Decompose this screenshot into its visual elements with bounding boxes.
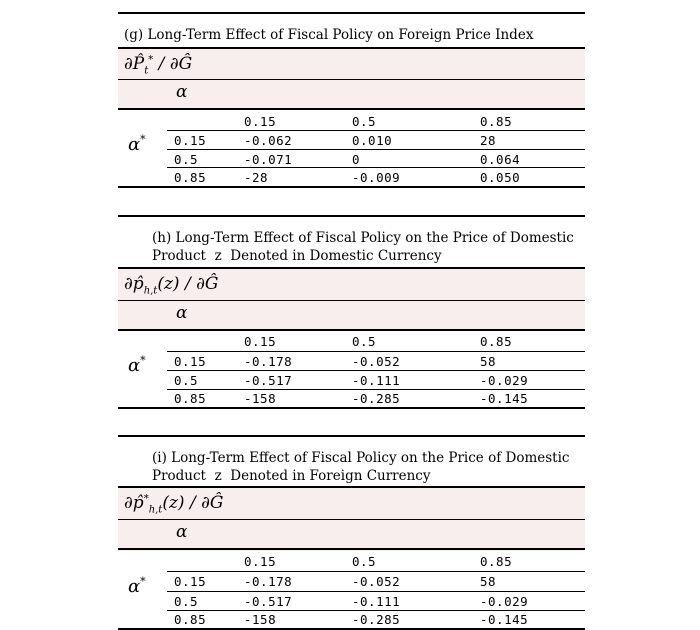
row-label: 0.5 — [174, 373, 199, 388]
table-cell: -0.178 — [244, 354, 293, 369]
derivative-label: $\partial p̂_{h,t}(z)$ / ∂Ĝ — [124, 274, 219, 297]
table-cell: -0.517 — [244, 373, 293, 388]
rule — [118, 435, 585, 437]
rule — [118, 548, 585, 550]
rule — [167, 389, 585, 390]
table-i — [118, 435, 585, 627]
row-label: 0.85 — [174, 170, 207, 185]
table-cell: 58 — [480, 574, 497, 589]
table-cell: 0.010 — [352, 133, 393, 148]
table-cell: -0.517 — [244, 594, 293, 609]
table-cell: -158 — [244, 612, 277, 627]
column-header: 0.85 — [480, 334, 513, 349]
table-h — [118, 215, 585, 406]
rule — [167, 591, 585, 592]
column-header: 0.15 — [244, 114, 277, 129]
table-cell: -0.062 — [244, 133, 293, 148]
table-g — [118, 12, 585, 185]
table-cell: -0.178 — [244, 574, 293, 589]
table-cell: 0.050 — [480, 170, 521, 185]
table-cell: -0.145 — [480, 612, 529, 627]
row-label: 0.15 — [174, 354, 207, 369]
rule — [118, 267, 585, 269]
rule — [118, 486, 585, 488]
row-label: 0.15 — [174, 133, 207, 148]
table-title-line2: Product z Denoted in Domestic Currency — [152, 248, 442, 264]
alpha-label: α — [176, 82, 188, 102]
alpha-label: α — [176, 303, 188, 323]
rule — [167, 370, 585, 371]
alpha-star-label: α* — [128, 133, 146, 155]
column-header: 0.5 — [352, 334, 377, 349]
table-title-line2: Product z Denoted in Foreign Currency — [152, 468, 431, 484]
row-label: 0.15 — [174, 574, 207, 589]
rule — [118, 108, 585, 110]
table-cell: -0.285 — [352, 391, 401, 406]
column-header: 0.85 — [480, 554, 513, 569]
column-header: 0.15 — [244, 334, 277, 349]
rule — [167, 610, 585, 611]
alpha-star-label: α* — [128, 575, 146, 597]
rule — [167, 571, 585, 572]
table-cell: -0.145 — [480, 391, 529, 406]
column-header: 0.5 — [352, 114, 377, 129]
table-cell: -0.052 — [352, 574, 401, 589]
table-cell: -28 — [244, 170, 269, 185]
alpha-star-label: α* — [128, 354, 146, 376]
row-label: 0.5 — [174, 152, 199, 167]
column-header: 0.85 — [480, 114, 513, 129]
column-header: 0.15 — [244, 554, 277, 569]
rule — [118, 329, 585, 331]
row-label: 0.85 — [174, 391, 207, 406]
table-cell: -0.111 — [352, 373, 401, 388]
rule — [167, 130, 585, 131]
rule — [118, 519, 585, 520]
table-cell: -0.111 — [352, 594, 401, 609]
table-cell: -0.285 — [352, 612, 401, 627]
table-title: (h) Long-Term Effect of Fiscal Policy on the Price of Domestic — [152, 230, 574, 246]
alpha-label: α — [176, 522, 188, 542]
rule — [118, 300, 585, 301]
table-cell: 0 — [352, 152, 361, 167]
rule — [118, 12, 585, 14]
table-cell: 0.064 — [480, 152, 521, 167]
rule — [118, 215, 585, 217]
table-cell: 28 — [480, 133, 497, 148]
table-cell: -0.029 — [480, 373, 529, 388]
table-cell: -158 — [244, 391, 277, 406]
table-title: (i) Long-Term Effect of Fiscal Policy on the Price of Domestic — [152, 450, 570, 466]
derivative-label: $\partial P̂_t^*$ / ∂Ĝ — [124, 54, 193, 77]
row-label: 0.85 — [174, 612, 207, 627]
table-cell: -0.009 — [352, 170, 401, 185]
table-cell: -0.071 — [244, 152, 293, 167]
rule — [118, 186, 585, 188]
table-cell: -0.029 — [480, 594, 529, 609]
rule — [167, 167, 585, 168]
table-title: (g) Long-Term Effect of Fiscal Policy on Foreign Price Index — [124, 27, 534, 43]
rule — [118, 407, 585, 409]
table-cell: -0.052 — [352, 354, 401, 369]
rule — [167, 351, 585, 352]
column-header: 0.5 — [352, 554, 377, 569]
rule — [167, 149, 585, 150]
derivative-label: $\partial p̂^*_{h,t}(z)$ / ∂Ĝ — [124, 493, 224, 516]
rule — [118, 47, 585, 49]
table-cell: 58 — [480, 354, 497, 369]
row-label: 0.5 — [174, 594, 199, 609]
rule — [118, 79, 585, 80]
